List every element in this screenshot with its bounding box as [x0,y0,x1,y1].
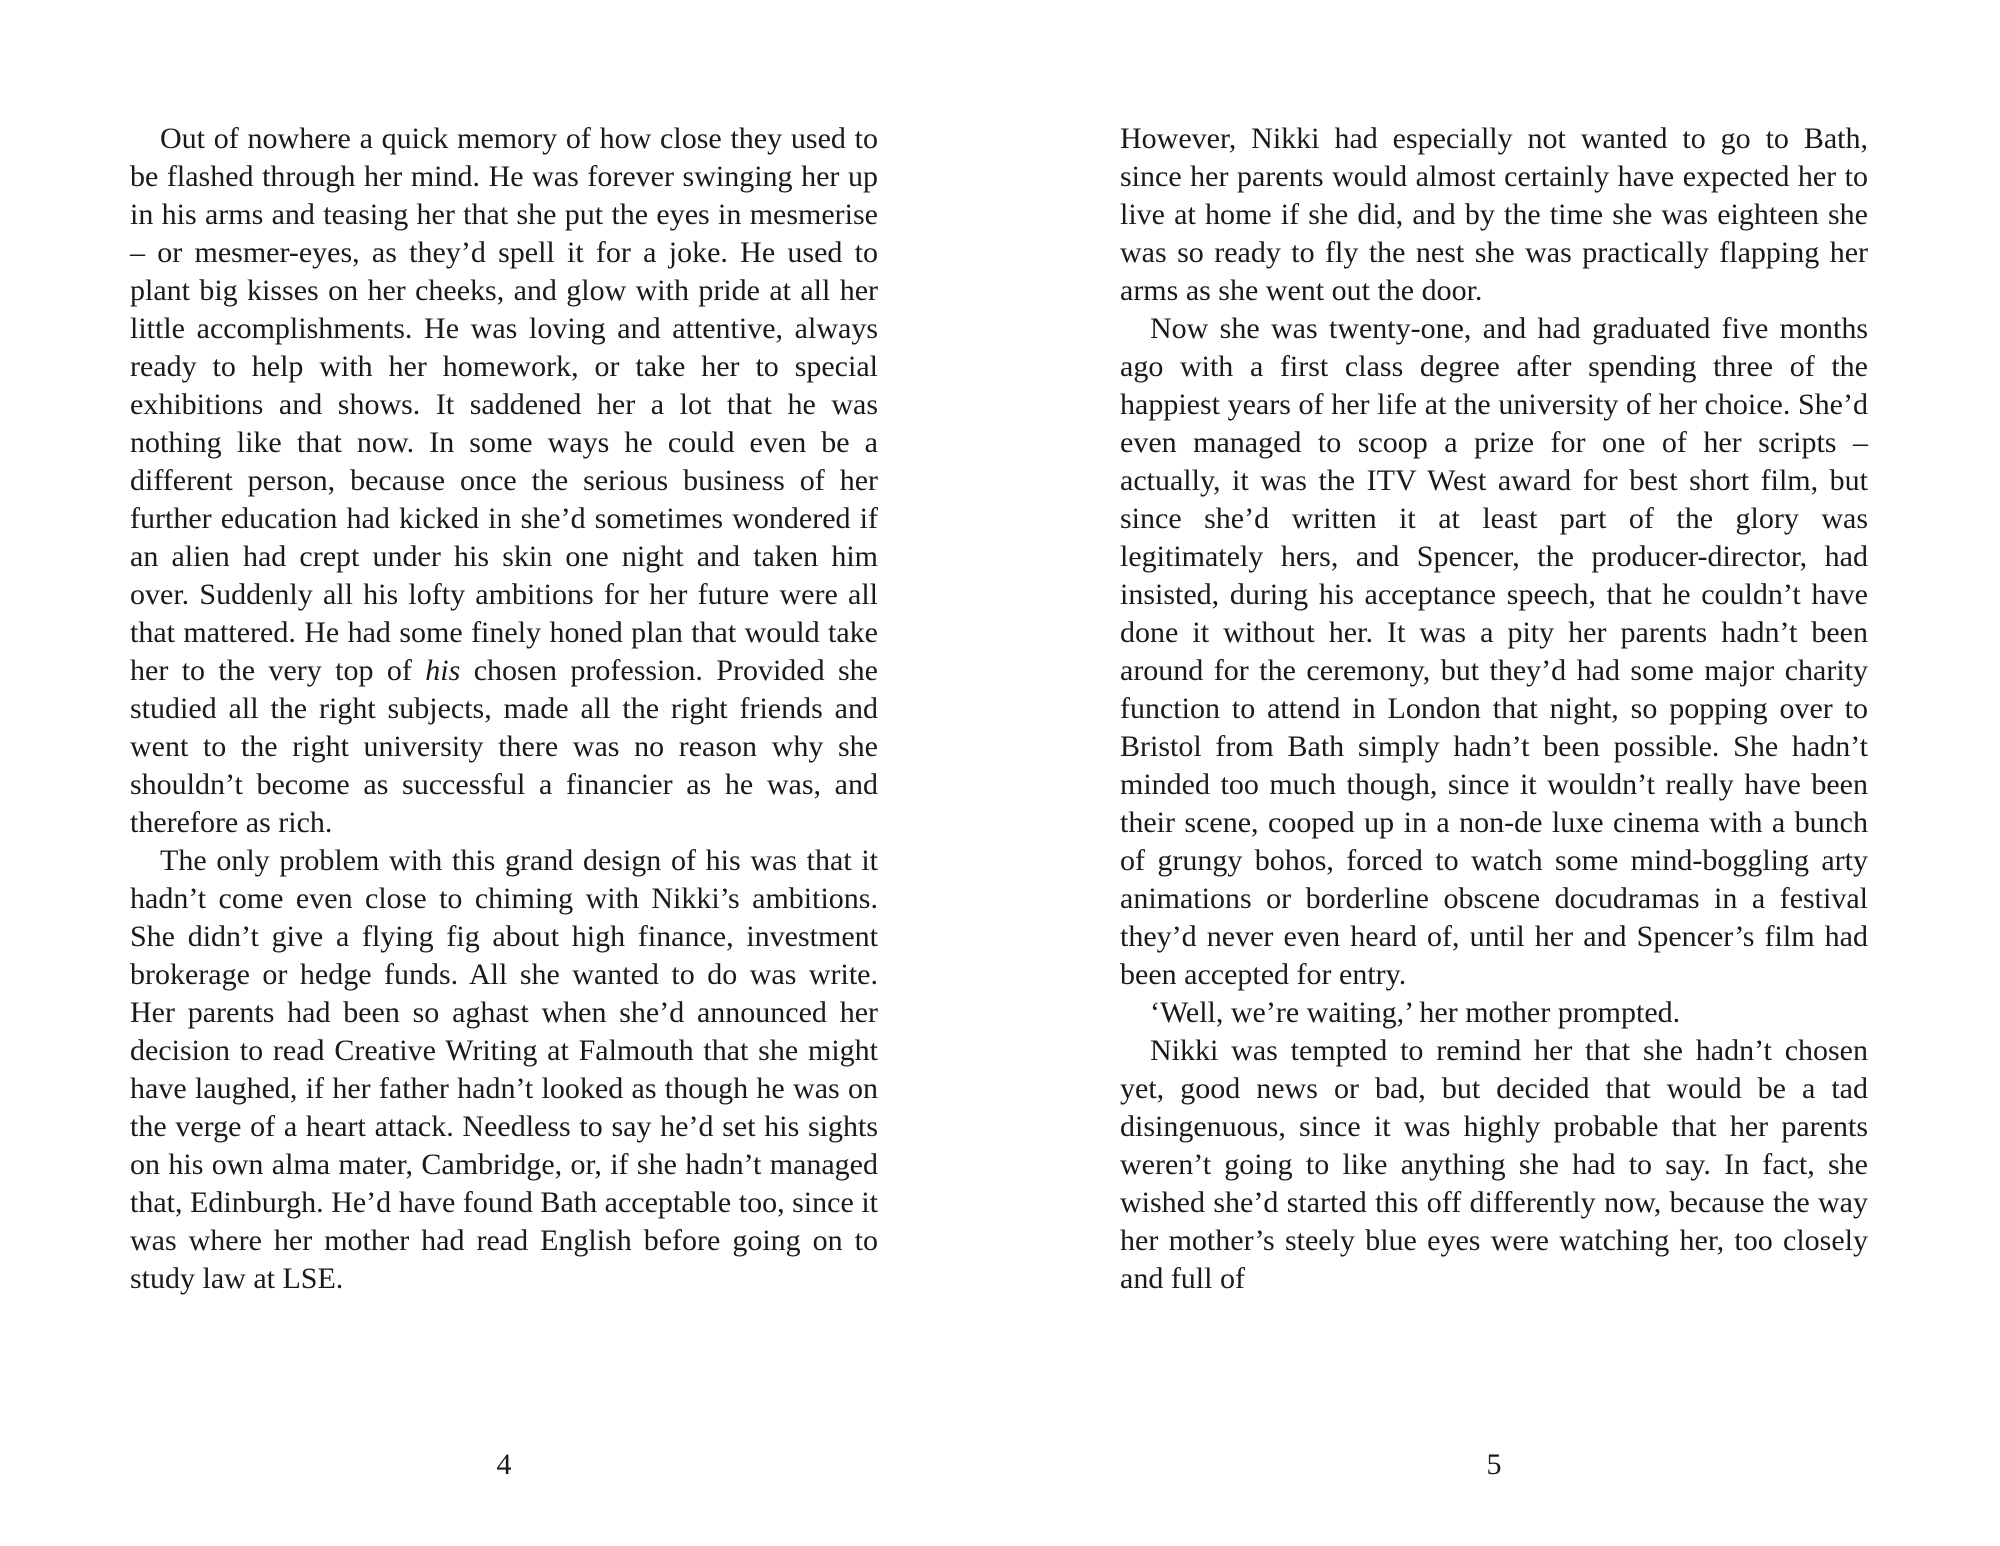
right-paragraph-4: Nikki was tempted to remind her that she hadn’t chosen yet, good news or bad, but decided that would be a tad disingenuous, since it was highly probable that her parents weren’t going to like anything she had to say. In fact, she wished she’d started this off differently now, because the way her mother’s steely blue eyes were watching her, too closely and full of [1120,1034,1868,1295]
emphasis-his: his [425,654,461,687]
left-paragraph-1: Out of nowhere a quick memory of how close they used to be flashed through her mind. He was forever swinging her up in his arms and teasing her that she put the eyes in mesmerise – or mesmer-eyes, as they’d spell it for a joke. He used to plant big kisses on her cheeks, and glow with pride at all her little accomplishments. He was loving and attentive, always ready to help with her homework, or take her to special exhibitions and shows. It saddened her a lot that he was nothing like that now. In some ways he could even be a different person, because once the serious business of her further education had kicked in she’d sometimes wondered if an alien had crept under his skin one night and taken him over. Suddenly all his lofty ambitions for her future were all that mattered. He had some finely honed plan that would take her to the very top of his chosen profession. Provided she studied all the right subjects, made all the right friends and went to the right university there was no reason why she shouldn’t become as successful a financier as he was, and therefore as rich. [130,122,878,839]
left-page [130,120,878,1298]
right-paragraph-2: Now she was twenty-one, and had graduated five months ago with a first class degree after spending three of the happiest years of her life at the university of her choice. She’d even managed to scoop a prize for one of her scripts – actually, it was the ITV West award for best short film, but since she’d written it at least part of the glory was legitimately hers, and Spencer, the producer-director, had insisted, during his acceptance speech, that he couldn’t have done it without her. It was a pity her parents hadn’t been around for the ceremony, but they’d had some major charity function to attend in London that night, so popping over to Bristol from Bath simply hadn’t been possible. She hadn’t minded too much though, since it wouldn’t really have been their scene, cooped up in a non-de luxe cinema with a bunch of grungy bohos, forced to watch some mind-boggling arty animations or borderline obscene docudramas in a festival they’d never even heard of, until her and Spencer’s film had been accepted for entry. [1120,312,1868,991]
page-number-right: 5 [1486,1448,1502,1481]
right-paragraph-1: However, Nikki had especially not wanted to go to Bath, since her parents would almost certainly have expected her to live at home if she did, and by the time she was eighteen she was so ready to fly the nest she was practically flapping her arms as she went out the door. [1120,122,1868,307]
right-page [1120,120,1868,1298]
page-number-left: 4 [496,1448,512,1481]
left-paragraph-2: The only problem with this grand design of his was that it hadn’t come even close to chiming with Nikki’s ambitions. She didn’t give a flying fig about high finance, investment brokerage or hedge funds. All she wanted to do was write. Her parents had been so aghast when she’d announced her decision to read Creative Writing at Falmouth that she might have laughed, if her father hadn’t looked as though he was on the verge of a heart attack. Needless to say he’d set his sights on his own alma mater, Cambridge, or, if she hadn’t managed that, Edinburgh. He’d have found Bath acceptable too, since it was where her mother had read English before going on to study law at LSE. [130,844,878,1295]
right-paragraph-3: ‘Well, we’re waiting,’ her mother prompted. [1150,996,1681,1029]
